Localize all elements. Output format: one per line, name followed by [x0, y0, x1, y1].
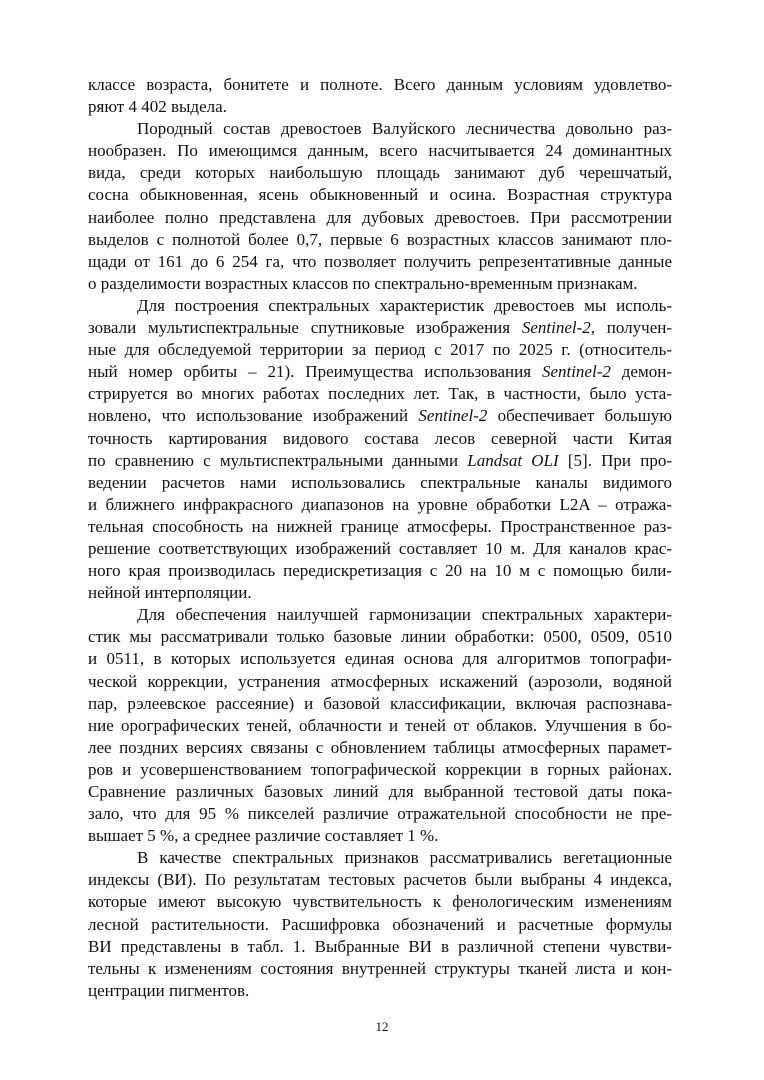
text-line	[88, 405, 672, 427]
text-line	[88, 693, 672, 715]
text-line	[88, 891, 672, 913]
text-run: нейной интерполяции.	[88, 583, 252, 603]
text-run: вышает 5 %, а среднее различие составляет 1 %.	[88, 826, 439, 846]
text-run: , получен-	[590, 318, 672, 338]
text-run: и ближнего инфракрасного диапазонов на уровне обработки L2A – отража-	[88, 494, 672, 514]
text-run: точность картирования видового состава лесов северной части Китая	[88, 428, 672, 448]
paragraph	[88, 295, 672, 604]
text-line	[88, 825, 672, 847]
text-run: Породный состав древостоев Валуйского лесничества довольно раз-	[137, 119, 672, 139]
text-line	[88, 671, 672, 693]
text-line	[88, 936, 672, 958]
text-run: ров и усовершенствованием топографической коррекции в горных районах.	[88, 759, 672, 779]
text-run: выделов с полнотой более 0,7, первые 6 возрастных классов занимают пло-	[88, 229, 672, 249]
text-run: решение соответствующих изображений составляет 10 м. Для каналов крас-	[88, 538, 672, 558]
paragraph	[88, 604, 672, 847]
page-body	[88, 74, 672, 1002]
text-line	[88, 869, 672, 891]
text-line	[88, 516, 672, 538]
text-line	[88, 914, 672, 936]
text-line	[88, 538, 672, 560]
text-run: ные для обследуемой территории за период с 2017 по 2025 г. (относитель-	[88, 340, 672, 360]
text-run: демон-	[610, 362, 672, 382]
italic-term: Sentinel-2	[418, 406, 488, 426]
text-run: ного края производилась передискретизация с 20 на 10 м с помощью били-	[88, 561, 672, 581]
text-run: ряют 4 402 выдела.	[88, 97, 227, 117]
text-line	[88, 847, 672, 869]
text-run: тельная способность на нижней границе атмосферы. Пространственное раз-	[88, 516, 672, 536]
text-run: Для обеспечения наилучшей гармонизации спектральных характери-	[137, 605, 672, 625]
text-line	[88, 207, 672, 229]
text-run: классе возраста, бонитете и полноте. Всего данным условиям удовлетво-	[88, 75, 672, 94]
paragraph	[88, 118, 672, 295]
text-run: обеспечивает большую	[487, 406, 672, 426]
text-run: зало, что для 95 % пикселей различие отражательной способности не пре-	[88, 804, 672, 824]
text-line	[88, 715, 672, 737]
text-line	[88, 229, 672, 251]
text-line	[88, 74, 672, 96]
text-run: ный номер орбиты – 21). Преимущества использования	[88, 362, 542, 382]
paragraph	[88, 847, 672, 1002]
text-line	[88, 295, 672, 317]
text-line	[88, 472, 672, 494]
text-run: Для построения спектральных характеристик древостоев мы исполь-	[137, 295, 672, 315]
text-line	[88, 626, 672, 648]
text-line	[88, 494, 672, 516]
text-line	[88, 96, 672, 118]
text-run: по сравнению с мультиспектральными данными	[88, 450, 468, 470]
text-line	[88, 980, 672, 1002]
text-line	[88, 361, 672, 383]
text-run: тельны к изменениям состояния внутренней структуры тканей листа и кон-	[88, 958, 672, 978]
italic-term: Sentinel-2	[521, 318, 591, 338]
text-line	[88, 184, 672, 206]
text-line	[88, 560, 672, 582]
text-run: ВИ представлены в табл. 1. Выбранные ВИ в различной степени чувстви-	[88, 936, 672, 956]
text-run: В качестве спектральных признаков рассматривались вегетационные	[137, 848, 672, 868]
text-run: новлено, что использование изображений	[88, 406, 419, 426]
text-run: индексы (ВИ). По результатам тестовых расчетов были выбраны 4 индекса,	[88, 870, 672, 890]
text-line	[88, 582, 672, 604]
page-number: 12	[375, 1019, 389, 1034]
text-line	[88, 781, 672, 803]
text-run: щади от 161 до 6 254 га, что позволяет получить репрезентативные данные	[88, 251, 672, 271]
text-line	[88, 383, 672, 405]
text-run: нообразен. По имеющимся данным, всего насчитывается 24 доминантных	[88, 141, 672, 161]
text-line	[88, 339, 672, 361]
text-run: Сравнение различных базовых линий для выбранной тестовой даты пока-	[88, 782, 672, 801]
italic-term: Landsat OLI	[467, 450, 559, 470]
text-line	[88, 759, 672, 781]
text-run: сосна обыкновенная, ясень обыкновенный и осина. Возрастная структура	[88, 185, 672, 205]
text-line	[88, 450, 672, 472]
text-line	[88, 648, 672, 670]
text-run: [5]. При про-	[558, 450, 672, 470]
text-line	[88, 317, 672, 339]
text-run: центрации пигментов.	[88, 980, 250, 1000]
text-line	[88, 273, 672, 295]
text-run: зовали мультиспектральные спутниковые изображения	[88, 318, 522, 338]
text-run: стрируется во многих работах последних лет. Так, в частности, было уста-	[88, 384, 672, 404]
text-run: наиболее полно представлена для дубовых древостоев. При рассмотрении	[88, 207, 672, 227]
text-run: лесной растительности. Расшифровка обозначений и расчетные формулы	[88, 914, 672, 934]
text-run: и 0511, в которых используется единая основа для алгоритмов топографи-	[88, 649, 672, 669]
text-line	[88, 118, 672, 140]
text-run: ние орографических теней, облачности и теней от облаков. Улучшения в бо-	[88, 715, 672, 735]
text-run: лее поздних версиях связаны с обновлением таблицы атмосферных парамет-	[88, 737, 672, 757]
text-line	[88, 162, 672, 184]
paragraph	[88, 74, 672, 118]
text-run: ведении расчетов нами использовались спектральные каналы видимого	[88, 472, 672, 492]
text-line	[88, 428, 672, 450]
text-line	[88, 604, 672, 626]
text-run: о разделимости возрастных классов по спектрально-временным признакам.	[88, 273, 638, 293]
text-run: стик мы рассматривали только базовые линии обработки: 0500, 0509, 0510	[88, 627, 672, 647]
text-line	[88, 737, 672, 759]
text-line	[88, 140, 672, 162]
text-run: вида, среди которых наибольшую площадь занимают дуб черешчатый,	[88, 163, 672, 183]
italic-term: Sentinel-2	[541, 362, 611, 382]
text-line	[88, 251, 672, 273]
text-run: которые имеют высокую чувствительность к фенологическим изменениям	[88, 892, 672, 912]
text-run: пар, рэлеевское рассеяние) и базовой классификации, включая распознава-	[88, 693, 672, 713]
text-run: ческой коррекции, устранения атмосферных искажений (аэрозоли, водяной	[88, 671, 672, 691]
text-line	[88, 803, 672, 825]
text-line	[88, 958, 672, 980]
